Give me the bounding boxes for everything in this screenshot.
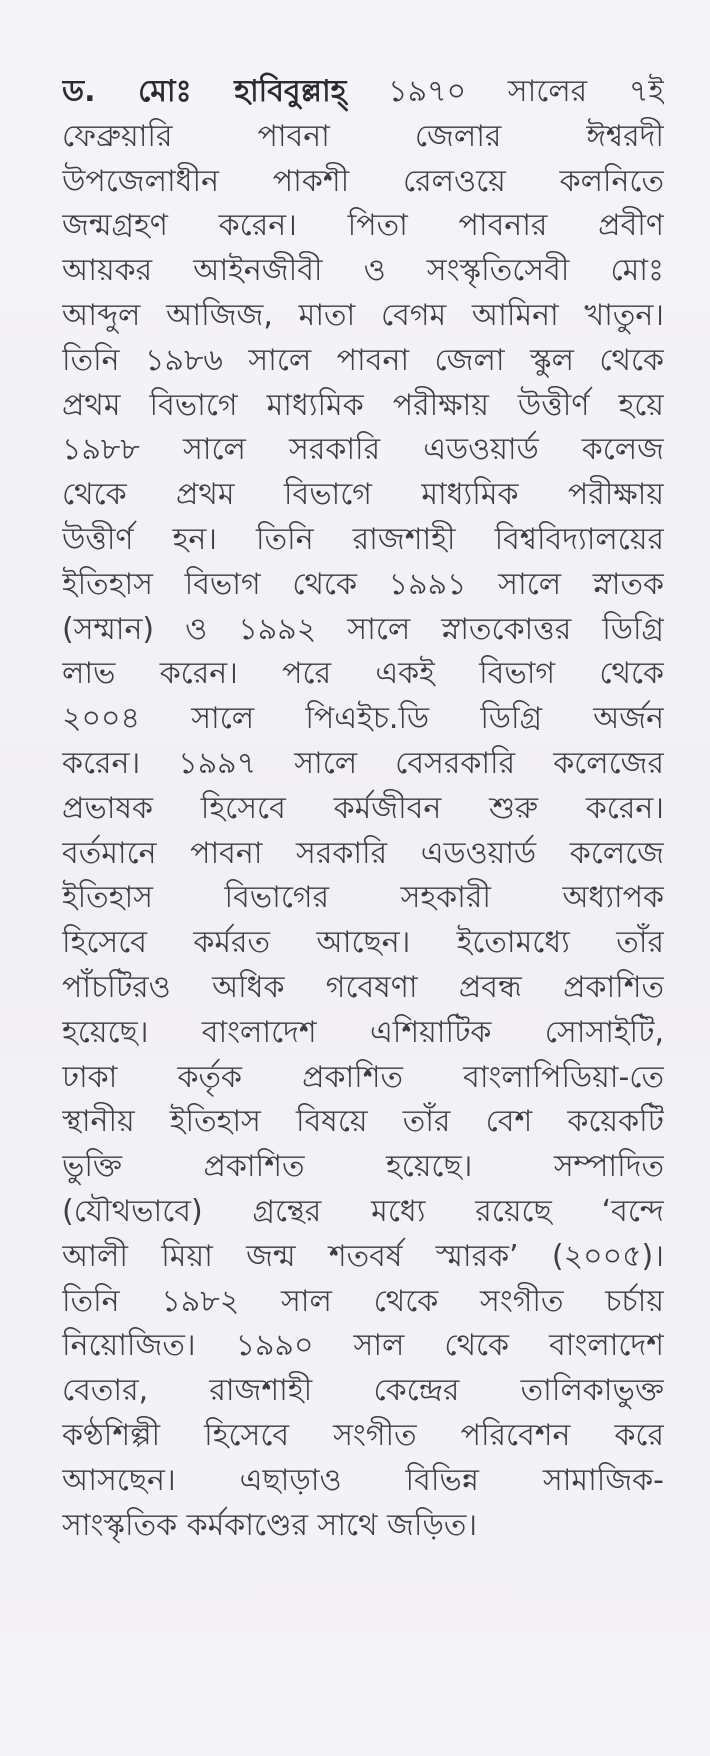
text-line: (সম্মান) ও ১৯৯২ সালে স্নাতকোত্তর ডিগ্রি	[62, 611, 664, 647]
text-line: থেকে প্রথম বিভাগে মাধ্যমিক পরীক্ষায়	[62, 477, 664, 513]
text-line: হিসেবে কর্মরত আছেন। ইতোমধ্যে তাঁর	[62, 925, 664, 961]
text-line: ইতিহাস বিভাগ থেকে ১৯৯১ সালে স্নাতক	[62, 566, 664, 602]
text-line: স্থানীয় ইতিহাস বিষয়ে তাঁর বেশ কয়েকটি	[62, 1104, 664, 1140]
text-line-content: ১৯৭০ সালের ৭ই	[388, 74, 664, 109]
text-line: তিনি ১৯৮২ সাল থেকে সংগীত চর্চায়	[62, 1283, 664, 1319]
text-line: আব্দুল আজিজ, মাতা বেগম আমিনা খাতুন।	[62, 297, 664, 333]
text-line: (যৌথভাবে) গ্রন্থের মধ্যে রয়েছে ‘বন্দে	[62, 1193, 664, 1229]
text-line: ভুক্তি প্রকাশিত হয়েছে। সম্পাদিত	[62, 1149, 664, 1185]
text-line: করেন। ১৯৯৭ সালে বেসরকারি কলেজের	[62, 745, 664, 781]
text-line: বেতার, রাজশাহী কেন্দ্রের তালিকাভুক্ত	[62, 1373, 664, 1409]
text-line: প্রথম বিভাগে মাধ্যমিক পরীক্ষায় উত্তীর্ণ হয়ে	[62, 387, 664, 423]
text-line: উত্তীর্ণ হন। তিনি রাজশাহী বিশ্ববিদ্যালয়ের	[62, 521, 664, 557]
text-line: ১৯৮৮ সালে সরকারি এডওয়ার্ড কলেজ	[62, 432, 664, 468]
text-line: সাংস্কৃতিক কর্মকাণ্ডের সাথে জড়িত।	[62, 1507, 478, 1543]
text-line: নিয়োজিত। ১৯৯০ সাল থেকে বাংলাদেশ	[62, 1328, 664, 1364]
text-line: লাভ করেন। পরে একই বিভাগ থেকে	[62, 656, 664, 692]
text-line: পাঁচটিরও অধিক গবেষণা প্রবন্ধ প্রকাশিত	[62, 969, 664, 1005]
text-line: আয়কর আইনজীবী ও সংস্কৃতিসেবী মোঃ	[62, 253, 664, 289]
text-line: তিনি ১৯৮৬ সালে পাবনা জেলা স্কুল থেকে	[62, 342, 664, 378]
text-line: কণ্ঠশিল্পী হিসেবে সংগীত পরিবেশন করে	[62, 1417, 664, 1453]
text-line: উপজেলাধীন পাকশী রেলওয়ে কলনিতে	[62, 163, 664, 199]
text-line: হয়েছে। বাংলাদেশ এশিয়াটিক সোসাইটি,	[62, 1014, 664, 1050]
biography-text	[62, 70, 664, 1548]
text-line: বর্তমানে পাবনা সরকারি এডওয়ার্ড কলেজে	[62, 835, 664, 871]
text-line: জন্মগ্রহণ করেন। পিতা পাবনার প্রবীণ	[62, 208, 664, 244]
text-line: আলী মিয়া জন্ম শতবর্ষ স্মারক’ (২০০৫)।	[62, 1238, 664, 1274]
text-line: ২০০৪ সালে পিএইচ.ডি ডিগ্রি অর্জন	[62, 701, 664, 737]
text-line: ঢাকা কর্তৃক প্রকাশিত বাংলাপিডিয়া-তে	[62, 1059, 664, 1095]
text-line: আসছেন। এছাড়াও বিভিন্ন সামাজিক-	[62, 1462, 664, 1498]
text-line: প্রভাষক হিসেবে কর্মজীবন শুরু করেন।	[62, 790, 664, 826]
text-line	[62, 70, 664, 115]
author-name: ড. মোঃ হাবিবুল্লাহ্‌	[62, 74, 347, 109]
text-line: ফেব্রুয়ারি পাবনা জেলার ঈশ্বরদী	[62, 118, 664, 154]
text-line: ইতিহাস বিভাগের সহকারী অধ্যাপক	[62, 880, 664, 916]
